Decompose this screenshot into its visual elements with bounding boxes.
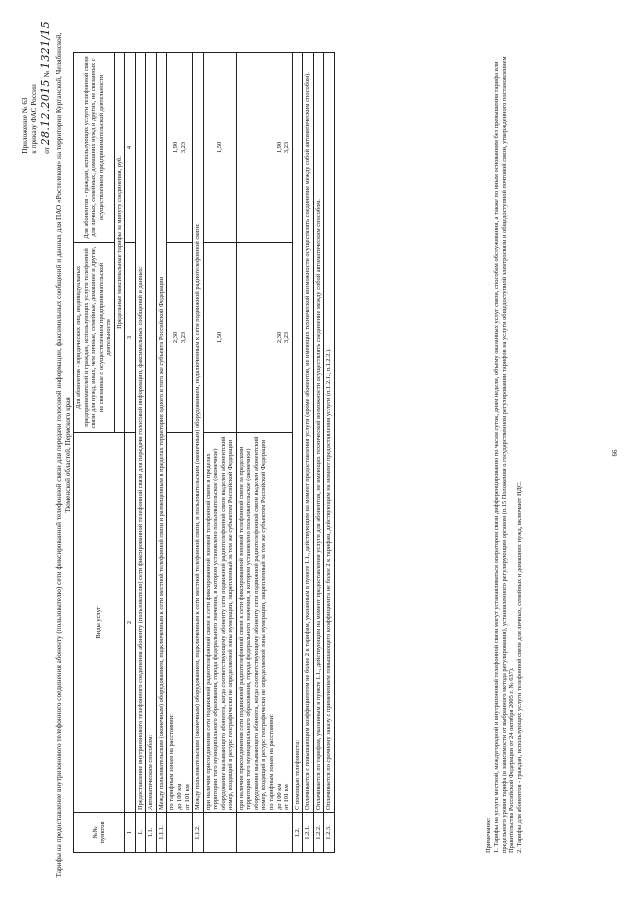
tariff-distance-cell: [236, 432, 292, 812]
row-text: Оплачивается по тарифам, указанным в пункте 1.1., действующим на момент предоставления услуги для абонентов, не имеющих технической возможности осуществлять соединение между собой автоматическим способом.: [313, 52, 324, 812]
distance-upto-100: до 100 км: [275, 783, 283, 810]
page-number: 66: [611, 449, 619, 456]
index-1: 1: [125, 812, 136, 852]
appendix-order-line: к приказу ФАС России: [30, 83, 38, 154]
row-num: 1.2.2.: [313, 812, 324, 852]
row-text: Между пользовательским (оконечным) оборудованием, подключенным к сети местной телефонной связи, и пользовательским (оконечным) оборудованием, подключенным к сети подвижной радиотелефонной связи:: [193, 52, 204, 812]
header-subheader-prices: Предельные максимальные тарифы за минуту соединения, руб.: [114, 52, 125, 432]
empty-cell: [167, 812, 193, 852]
header-col-service: Виды услуг: [74, 432, 125, 812]
row-num: 1.1.: [146, 812, 157, 852]
row-num: 1.1.2.: [193, 812, 204, 852]
distance-from-101: от 101 км: [183, 783, 191, 810]
tariff-table: [73, 52, 335, 853]
index-4: 4: [125, 52, 136, 242]
date-prefix: от: [43, 146, 51, 154]
rotated-document-page: [15, 13, 625, 893]
document-title: Тарифы на предоставление внутризонового телефонного соединения абоненту (пользователю) сети фиксированной телефонной связи для передачи голосовой информации, факсимильных сообщений и данных для ПАО «Ростелеком» на территории Курганской, Челябинской, Тюменской областей, Пермского края: [55, 32, 72, 877]
legal-tariffs: [167, 242, 193, 432]
index-3: 3: [125, 242, 136, 432]
legal-tariff: 1,50: [203, 242, 236, 432]
citizen-tariffs: [236, 52, 292, 242]
appendix-label: Приложение № 63: [21, 96, 29, 154]
note-2: 2. Тарифы для абонентов - граждан, использующих услуги телефонной связи для личных, семейных и домашних нужд, включают НДС.: [516, 480, 524, 853]
handwritten-date: 28.12.2015: [39, 78, 52, 145]
row-text: С помощью телефониста:: [292, 52, 303, 812]
row-text: Оплачивается по срочному заказу с применением повышающего коэффициента не более 2 к тарифам, действующим на момент предоставления услуги (п.1.2.1., п.1.2.2.).: [324, 52, 335, 812]
row-text: Автоматическим способом:: [146, 52, 157, 812]
header-col-legal: Для абонентов - юридических лиц, индивидуальных предпринимателей и граждан, использующих услуги телефонной связи для нужд, иных, чем личные, семейные, домашние и другие, не связанные с осуществлением предпринимательской деятельности: [74, 242, 115, 432]
citizen-tariff-100: 1,90: [172, 141, 180, 153]
legal-tariff-101: 3,23: [283, 331, 291, 343]
handwritten-number: 1321/15: [39, 20, 52, 69]
legal-tariff-100: 2,30: [275, 331, 283, 343]
notes-block: [485, 33, 524, 853]
note-1: 1. Тарифы на услуги местной, междугородной и внутризоновой телефонной связи могут устанавливаться оператором связи дифференцированно по часам суток, дням недели, объему оказанных услуг связи, способам обслуживания, а также по иным основаниям без превышения тарифа или предельного уровня тарифа (в зависимости от выбранного метода регулирования), установленного регулирующим органом (п.15 Положения о государственном регулировании тарифов на услуги общедоступной электросвязи и общедоступной почтовой связи, утвержденного постановлением Правительства Российской Федерации от 24 октября 2005 г. № 637).: [492, 55, 516, 853]
tariff-distance-cell: [167, 432, 193, 812]
tariff-label: по тарифным зонам на расстоянии:: [168, 713, 176, 810]
citizen-tariff-100: 1,90: [275, 141, 283, 153]
empty-cell: [236, 812, 292, 852]
row-num: 1.1.1.: [156, 812, 167, 852]
appendix-date-line: [39, 21, 53, 154]
row-num: 1.2.1.: [303, 812, 314, 852]
tariff-label: по тарифным зонам на расстоянии:: [268, 713, 276, 810]
distance-from-101: от 101 км: [283, 783, 291, 810]
header-col-num: №№ пунктов: [74, 812, 125, 852]
notes-label: Примечание:: [485, 817, 492, 853]
distance-upto-100: до 100 км: [176, 783, 184, 810]
citizen-tariff: 1,50: [203, 52, 236, 242]
row-num: 1.: [135, 812, 146, 852]
row-text: при наличии присоединения сети подвижной радиотелефонной связи к сети фиксированной зоновой телефонной связи в пределах территории того муниципального образования, города федерального значения, в котором установлено пользовательское (оконечное) оборудование вызывающего абонента, когда соответствующему абоненту сети подвижной радиотелефонной связи выделен абонентский номер, входящий в ресурс географически не определяемой зоны нумерации, закрепленный за тем же субъектом Российской Федерации: [203, 432, 236, 812]
row-text: Предоставление внутризонового телефонного соединения абоненту (пользователю) сети фиксированной телефонной связи для передачи голосовой информации, факсимильных сообщений и данных:: [135, 52, 146, 812]
row-text: Между пользовательским (оконечным) оборудованием, подключенным к сети местной телефонной связи и размещенным в пределах территории одного и того же субъекта Российской Федерации: [156, 52, 167, 812]
row-num: 1.2.3.: [324, 812, 335, 852]
appendix-header: [21, 21, 53, 154]
legal-tariffs: [236, 242, 292, 432]
index-2: 2: [125, 432, 136, 812]
legal-tariff-101: 3,23: [179, 331, 187, 343]
citizen-tariffs: [167, 52, 193, 242]
citizen-tariff-101: 3,23: [179, 141, 187, 153]
number-prefix: №: [43, 70, 51, 77]
row-text: Оплачивается с повышающим коэффициентом не более 2 к тарифам, указанным в пункте 1.1., действующим на момент предоставления услуги (кроме абонентов, не имеющих технической возможности осуществлять соединение между собой автоматическим способом).: [303, 52, 314, 812]
header-col-citizens: Для абонентов - граждан, использующих услуги телефонной связи для личных, семейных, домашних нужд и других, не связанных с осуществлением предпринимательской деятельности: [74, 52, 115, 242]
row-num: 1.2.: [292, 812, 303, 852]
citizen-tariff-101: 3,23: [283, 141, 291, 153]
legal-tariff-100: 2,30: [172, 331, 180, 343]
row-text: при наличии присоединения сети подвижной радиотелефонной связи к сети фиксированной зоновой телефонной связи за пределами территории того муниципального образования, города федерального значения, в котором установлено пользовательское (оконечное) оборудование вызывающего абонента, когда соответствующему абоненту сети подвижной радиотелефонной связи выделен абонентский номер, входящий в ресурс географически не определяемой зоны нумерации, закрепленный за тем же субъектом Российской Федерации: [237, 435, 268, 810]
empty-cell: [203, 812, 236, 852]
